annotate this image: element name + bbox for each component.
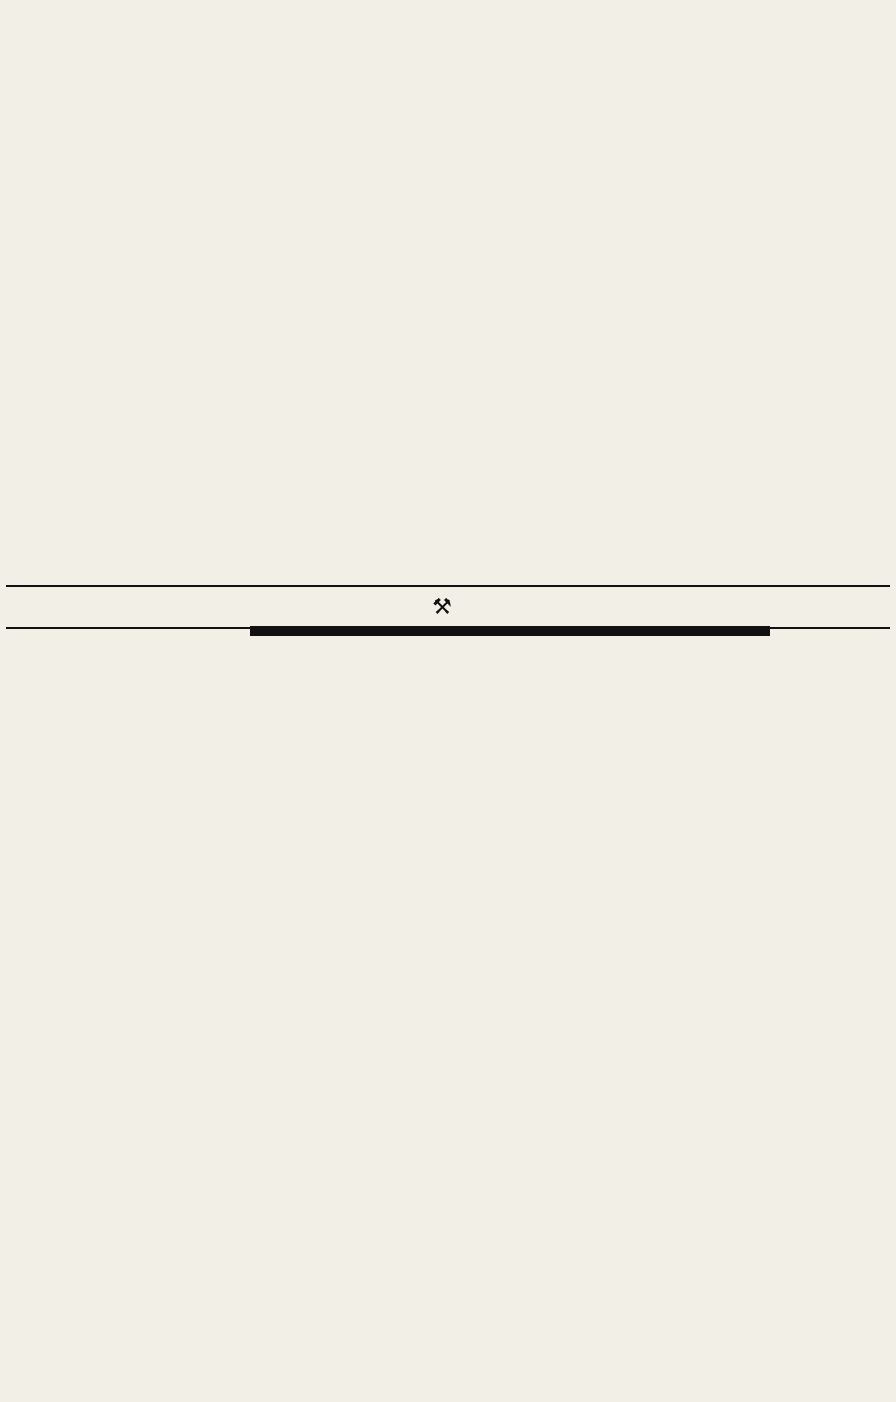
service-guide-section — [6, 640, 890, 1390]
hammer-icon: ⚒ — [432, 594, 452, 619]
home-service-banner — [6, 585, 890, 629]
help-wanted-section — [6, 22, 890, 582]
page-header — [6, 4, 890, 18]
deadline-notice — [250, 626, 770, 636]
